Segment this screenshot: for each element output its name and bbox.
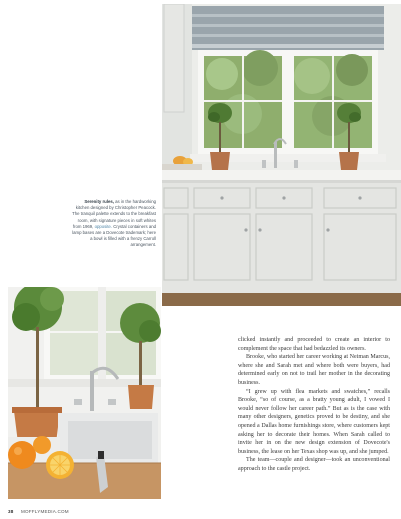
- kitchen-photo: [162, 4, 401, 306]
- article-paragraph-1: clicked instantly and proceeded to create an interior to complement the space that had bedazzled its owners.: [238, 337, 390, 352]
- article-paragraph-4: The team—couple and designer—took an unconventional approach to the castle project.: [238, 457, 390, 472]
- caption-text-2: Crystal containers and lamp bases are a Dovecote trademark; here a bowl is filled with a frenzy Carroll arrangement.: [72, 223, 156, 248]
- page-footer: [8, 509, 69, 514]
- article-paragraph-3: “I grew up with flea markets and swatches,” recalls Brooke, “so of course, as a bratty young adult, I vowed I would never follow her career path.” But as is the case with many other designers, genetics proved to be destiny, and she opened a Dallas home furnishings store, where customers kept asking her to decorate their homes. When Sarah called to invite her in on the new design extension of Dovecote's business, the lease on her Texas shop was up, and she jumped.: [238, 388, 390, 455]
- photo-caption: [70, 199, 156, 249]
- caption-text-1: as in the hardworking kitchen designed by Christopher Peacock. The tranquil palette extends to the breakfast room, with signature pieces in soft whites from 1969,: [72, 199, 156, 229]
- caption-lead: Serenity rules,: [84, 199, 114, 204]
- article-body: [238, 336, 390, 474]
- caption-accent: opposite.: [94, 223, 113, 229]
- sink-photo: [8, 287, 161, 499]
- article-paragraph-2: Brooke, who started her career working at Neiman Marcus, where she and Sarah met and where both were buyers, had determined early on not to trail her mother in the decorating business.: [238, 354, 390, 386]
- page-number: 38: [8, 509, 14, 514]
- footer-site: MOFFLYMEDIA.COM: [21, 509, 69, 514]
